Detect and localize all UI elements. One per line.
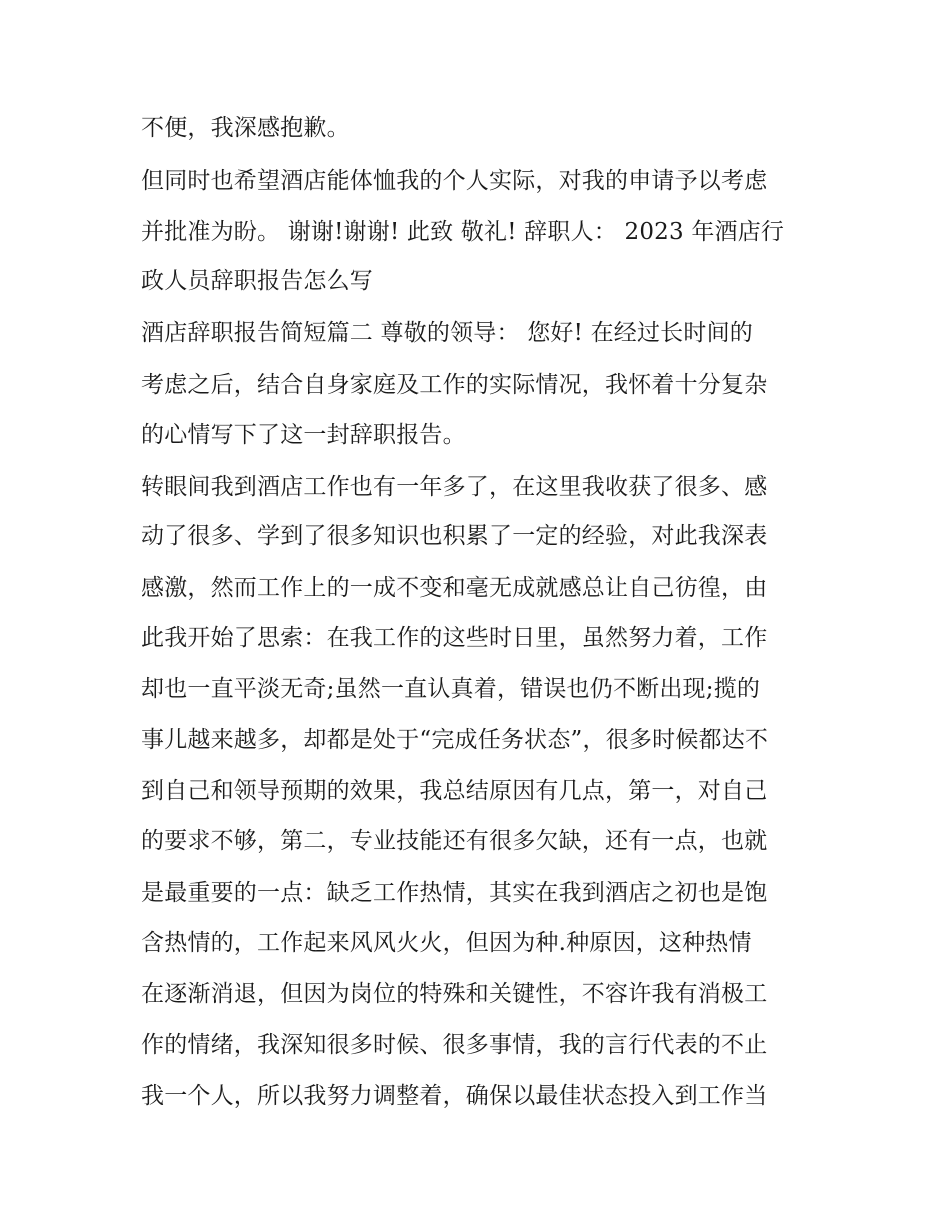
text-line: 政人员辞职报告怎么写 <box>141 268 373 294</box>
text-line: 到自己和领导预期的效果，我总结原因有几点，第一，对自己 <box>141 778 768 804</box>
text-line: 并批准为盼。 谢谢!谢谢! 此致 敬礼! 辞职人： 2023 年酒店行 <box>141 219 785 245</box>
text-line: 的要求不够，第二，专业技能还有很多欠缺，还有一点，也就 <box>141 828 768 854</box>
text-line: 我一个人，所以我努力调整着，确保以最佳状态投入到工作当 <box>141 1083 768 1109</box>
text-line: 的心情写下了这一封辞职报告。 <box>141 422 466 448</box>
text-line: 却也一直平淡无奇;虽然一直认真着，错误也仍不断出现;揽的 <box>141 676 761 702</box>
text-line: 考虑之后，结合自身家庭及工作的实际情况，我怀着十分复杂 <box>141 372 768 398</box>
text-line: 动了很多、学到了很多知识也积累了一定的经验，对此我深表 <box>141 523 768 549</box>
text-line: 此我开始了思索：在我工作的这些时日里，虽然努力着，工作 <box>141 625 768 651</box>
text-line: 是最重要的一点：缺乏工作热情，其实在我到酒店之初也是饱 <box>141 880 768 906</box>
text-line: 转眼间我到酒店工作也有一年多了，在这里我收获了很多、感 <box>141 474 768 500</box>
text-line: 在逐渐消退，但因为岗位的特殊和关键性，不容许我有消极工 <box>141 981 768 1007</box>
text-line: 不便，我深感抱歉。 <box>141 115 350 141</box>
text-line: 酒店辞职报告简短篇二 尊敬的领导： 您好! 在经过长时间的 <box>141 320 753 346</box>
text-line: 事儿越来越多，却都是处于“完成任务状态”，很多时候都达不 <box>141 727 769 753</box>
text-line: 作的情绪，我深知很多时候、很多事情，我的言行代表的不止 <box>141 1032 768 1058</box>
text-line: 但同时也希望酒店能体恤我的个人实际，对我的申请予以考虑 <box>141 168 768 194</box>
text-line: 含热情的，工作起来风风火火，但因为种.种原因，这种热情 <box>141 930 752 956</box>
text-line: 感激，然而工作上的一成不变和毫无成就感总让自己彷徨，由 <box>141 575 768 601</box>
